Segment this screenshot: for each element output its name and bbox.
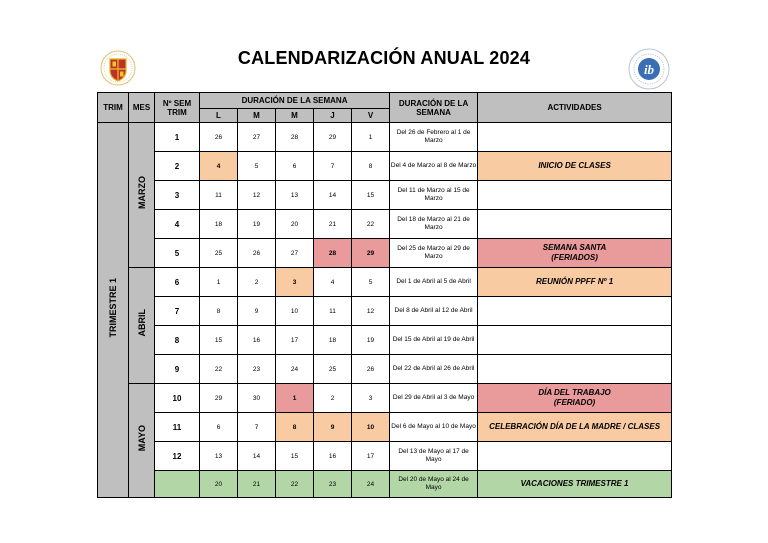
- activity-cell: CELEBRACIÓN DÍA DE LA MADRE / CLASES: [478, 413, 672, 442]
- week-duration: Del 11 de Marzo al 15 de Marzo: [390, 181, 478, 210]
- activity-cell: [478, 239, 672, 268]
- day-cell: 26: [200, 123, 238, 152]
- day-cell: 12: [352, 297, 390, 326]
- day-cell: 15: [352, 181, 390, 210]
- week-number: 1: [155, 123, 200, 152]
- week-duration: Del 26 de Febrero al 1 de Marzo: [390, 123, 478, 152]
- week-duration: Del 1 de Abril al 5 de Abril: [390, 268, 478, 297]
- week-number: 3: [155, 181, 200, 210]
- activity-cell: [478, 384, 672, 413]
- activity-cell: [478, 355, 672, 384]
- month-label: MARZO: [136, 176, 147, 209]
- week-duration: Del 8 de Abril al 12 de Abril: [390, 297, 478, 326]
- day-cell: 3: [352, 384, 390, 413]
- header-day-m1: M: [238, 109, 276, 123]
- day-cell: 8: [352, 152, 390, 181]
- table-row: [98, 152, 672, 181]
- day-cell: 29: [314, 123, 352, 152]
- month-cell-abril: [129, 268, 155, 384]
- week-number: 10: [155, 384, 200, 413]
- activity-line: (FERIADOS): [551, 253, 598, 262]
- header-nsem: Nº SEM TRIM: [155, 93, 200, 123]
- week-duration: Del 15 de Abril al 19 de Abril: [390, 326, 478, 355]
- day-cell: 30: [238, 384, 276, 413]
- day-cell: 26: [238, 239, 276, 268]
- day-cell: 26: [352, 355, 390, 384]
- day-cell: 4: [200, 152, 238, 181]
- day-cell: 2: [238, 268, 276, 297]
- week-number: 7: [155, 297, 200, 326]
- month-cell-marzo: [129, 123, 155, 268]
- table-row: [98, 413, 672, 442]
- day-cell: 14: [314, 181, 352, 210]
- week-duration: Del 25 de Marzo al 29 de Marzo: [390, 239, 478, 268]
- day-cell: 1: [352, 123, 390, 152]
- day-cell: 16: [314, 442, 352, 471]
- activity-line: (FERIADO): [553, 398, 596, 407]
- week-duration: Del 22 de Abril al 26 de Abril: [390, 355, 478, 384]
- table-row: [98, 355, 672, 384]
- table-row: [98, 181, 672, 210]
- day-cell: 9: [314, 413, 352, 442]
- month-label: MAYO: [136, 424, 147, 452]
- day-cell: 4: [314, 268, 352, 297]
- activity-line: DÍA DEL TRABAJO: [538, 388, 611, 397]
- activity-cell: INICIO DE CLASES: [478, 152, 672, 181]
- day-cell: 24: [276, 355, 314, 384]
- header-day-m2: M: [276, 109, 314, 123]
- day-cell: 23: [238, 355, 276, 384]
- activity-cell: VACACIONES TRIMESTRE 1: [478, 471, 672, 498]
- day-cell: 11: [200, 181, 238, 210]
- day-cell: 10: [276, 297, 314, 326]
- day-cell: 19: [352, 326, 390, 355]
- day-cell: 27: [276, 239, 314, 268]
- activity-cell: REUNIÓN PPFF Nº 1: [478, 268, 672, 297]
- month-label: ABRIL: [136, 309, 147, 337]
- header-day-j: J: [314, 109, 352, 123]
- day-cell: 29: [352, 239, 390, 268]
- week-duration: Del 13 de Mayo al 17 de Mayo: [390, 442, 478, 471]
- week-number: 6: [155, 268, 200, 297]
- activity-cell: [478, 297, 672, 326]
- week-number: [155, 471, 200, 498]
- day-cell: 15: [200, 326, 238, 355]
- day-cell: 2: [314, 384, 352, 413]
- header-trim: TRIM: [98, 93, 129, 123]
- day-cell: 8: [276, 413, 314, 442]
- ib-logo: [628, 48, 670, 90]
- activity-cell: [478, 442, 672, 471]
- day-cell: 9: [238, 297, 276, 326]
- week-number: 12: [155, 442, 200, 471]
- table-row: [98, 384, 672, 413]
- day-cell: 18: [200, 210, 238, 239]
- table-row: [98, 268, 672, 297]
- month-cell-mayo: [129, 384, 155, 498]
- week-duration: Del 6 de Mayo al 10 de Mayo: [390, 413, 478, 442]
- header-mes: MES: [129, 93, 155, 123]
- day-cell: 14: [238, 442, 276, 471]
- svg-text:ib: ib: [643, 62, 655, 77]
- table-row: [98, 123, 672, 152]
- day-cell: 25: [200, 239, 238, 268]
- activity-cell: [478, 326, 672, 355]
- day-cell: 7: [238, 413, 276, 442]
- day-cell: 25: [314, 355, 352, 384]
- day-cell: 18: [314, 326, 352, 355]
- day-cell: 1: [276, 384, 314, 413]
- trimestre-cell: [98, 123, 129, 498]
- day-cell: 3: [276, 268, 314, 297]
- day-cell: 8: [200, 297, 238, 326]
- table-row: [98, 297, 672, 326]
- day-cell: 21: [314, 210, 352, 239]
- table-row: [98, 471, 672, 498]
- activity-cell: [478, 123, 672, 152]
- day-cell: 21: [238, 471, 276, 498]
- day-cell: 13: [276, 181, 314, 210]
- week-number: 8: [155, 326, 200, 355]
- header-actividades: ACTIVIDADES: [478, 93, 672, 123]
- day-cell: 13: [200, 442, 238, 471]
- week-number: 5: [155, 239, 200, 268]
- day-cell: 12: [238, 181, 276, 210]
- day-cell: 15: [276, 442, 314, 471]
- day-cell: 20: [200, 471, 238, 498]
- day-cell: 5: [352, 268, 390, 297]
- week-duration: Del 29 de Abril al 3 de Mayo: [390, 384, 478, 413]
- day-cell: 6: [276, 152, 314, 181]
- header-day-l: L: [200, 109, 238, 123]
- day-cell: 28: [314, 239, 352, 268]
- table-row: [98, 210, 672, 239]
- table-row: [98, 326, 672, 355]
- table-row: [98, 442, 672, 471]
- activity-cell: [478, 210, 672, 239]
- week-number: 2: [155, 152, 200, 181]
- day-cell: 22: [352, 210, 390, 239]
- day-cell: 7: [314, 152, 352, 181]
- header-day-v: V: [352, 109, 390, 123]
- week-duration: Del 4 de Marzo al 8 de Marzo: [390, 152, 478, 181]
- day-cell: 22: [200, 355, 238, 384]
- header-duracion: DURACIÓN DE LA SEMANA: [390, 93, 478, 123]
- table-row: [98, 239, 672, 268]
- trimestre-label: TRIMESTRE 1: [108, 277, 118, 338]
- day-cell: 23: [314, 471, 352, 498]
- day-cell: 19: [238, 210, 276, 239]
- page-title: CALENDARIZACIÓN ANUAL 2024: [237, 48, 531, 68]
- day-cell: 11: [314, 297, 352, 326]
- day-cell: 10: [352, 413, 390, 442]
- day-cell: 29: [200, 384, 238, 413]
- day-cell: 22: [276, 471, 314, 498]
- day-cell: 16: [238, 326, 276, 355]
- school-crest-logo: [100, 50, 136, 86]
- calendar-table: [97, 92, 672, 498]
- day-cell: 17: [352, 442, 390, 471]
- day-cell: 28: [276, 123, 314, 152]
- day-cell: 5: [238, 152, 276, 181]
- day-cell: 17: [276, 326, 314, 355]
- header-duracion-semana: DURACIÓN DE LA SEMANA: [200, 93, 390, 109]
- activity-cell: [478, 181, 672, 210]
- day-cell: 6: [200, 413, 238, 442]
- activity-line: SEMANA SANTA: [542, 243, 607, 252]
- week-number: 11: [155, 413, 200, 442]
- day-cell: 1: [200, 268, 238, 297]
- day-cell: 20: [276, 210, 314, 239]
- week-duration: Del 18 de Marzo al 21 de Marzo: [390, 210, 478, 239]
- day-cell: 27: [238, 123, 276, 152]
- week-duration: Del 20 de Mayo al 24 de Mayo: [390, 471, 478, 498]
- week-number: 9: [155, 355, 200, 384]
- week-number: 4: [155, 210, 200, 239]
- day-cell: 24: [352, 471, 390, 498]
